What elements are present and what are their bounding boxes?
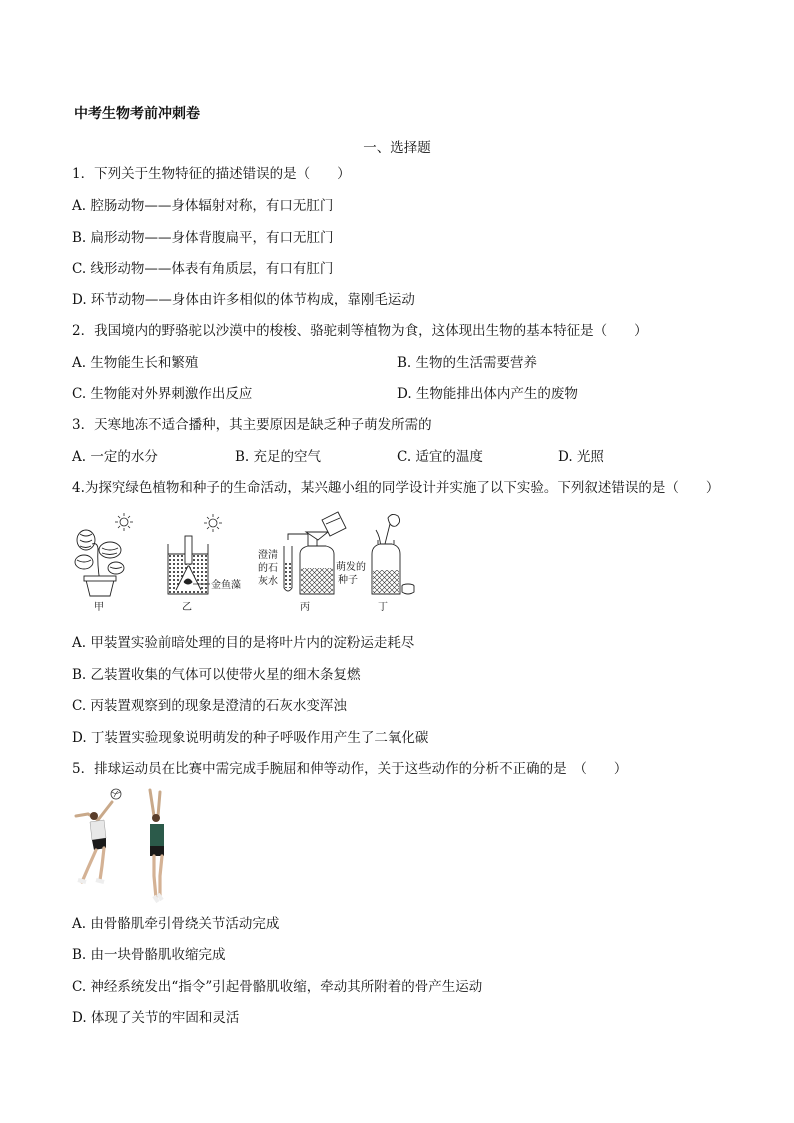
label-jia: 甲 [94,602,104,613]
label-yi: 乙 [182,602,192,613]
player-left-icon [76,802,112,882]
q3-stem: 3．天寒地冻不适合播种，其主要原因是缺乏种子萌发所需的 [72,417,432,433]
q1-option-b: B. 扁形动物——身体背腹扁平，有口无肛门 [72,230,334,246]
exam-title: 中考生物考前冲刺卷 [74,106,200,122]
q5-stem: 5．排球运动员在比赛中需完成手腕屈和伸等动作，关于这些动作的分析不正确的是 （ ） [72,761,628,777]
q3-option-b: B. 充足的空气 [235,449,322,465]
q5-option-d: D. 体现了关节的牢固和灵活 [72,1010,240,1026]
q2-option-a: A. 生物能生长和繁殖 [72,355,199,371]
label-ding: 丁 [378,602,388,613]
q5-volleyball-players-figure [72,786,182,906]
volleyball-icon [111,789,121,799]
label-shihui-1: 澄清 [258,550,278,561]
q4-option-d: D. 丁装置实验现象说明萌发的种子呼吸作用产生了二氧化碳 [72,730,429,746]
small-dish-icon [402,584,414,594]
jar-icon [372,540,400,594]
q4-stem: 4.为探究绿色植物和种子的生命活动，某兴趣小组的同学设计并实施了以下实验。下列叙述错误的是（ ） [72,480,720,496]
q1-option-a: A. 腔肠动物——身体辐射对称，有口无肛门 [72,198,334,214]
q4-experiment-figure [72,510,422,618]
sun-icon-2 [204,514,222,532]
label-bing: 丙 [300,602,310,613]
q5-option-c: C. 神经系统发出“指令”引起骨骼肌收缩，牵动其所附着的骨产生运动 [72,979,483,995]
q1-option-d: D. 环节动物——身体由许多相似的体节构成，靠刚毛运动 [72,292,415,308]
beaker-icon [168,536,208,594]
label-shihui-3: 灰水 [258,576,278,587]
label-zhongzi-2: 种子 [338,575,358,586]
q2-option-d: D. 生物能排出体内产生的废物 [397,386,578,402]
q4-option-a: A. 甲装置实验前暗处理的目的是将叶片内的淀粉运走耗尽 [72,635,415,651]
q2-option-b: B. 生物的生活需要营养 [397,355,538,371]
flower-pot-icon [84,576,116,596]
section-heading: 一、选择题 [363,140,431,156]
q3-option-c: C. 适宜的温度 [397,449,483,465]
q5-option-a: A. 由骨骼肌牵引骨绕关节活动完成 [72,916,280,932]
q2-option-c: C. 生物能对外界刺激作出反应 [72,386,253,402]
apparatus-ding [372,514,414,613]
apparatus-jia [75,513,133,613]
q2-stem: 2．我国境内的野骆驼以沙漠中的梭梭、骆驼刺等植物为食，这体现出生物的基本特征是（ ） [72,323,648,339]
label-jinyuzao: 金鱼藻 [211,580,241,591]
q3-option-a: A. 一定的水分 [72,449,158,465]
q1-option-c: C. 线形动物——体表有角质层，有口有肛门 [72,261,334,277]
label-zhongzi-1: 萌发的 [336,562,366,573]
q3-option-d: D. 光照 [558,449,604,465]
q4-option-b: B. 乙装置收集的气体可以使带火星的细木条复燃 [72,667,361,683]
apparatus-yi [168,514,241,613]
q5-option-b: B. 由一块骨骼肌收缩完成 [72,947,226,963]
sun-icon [115,513,133,531]
q4-option-c: C. 丙装置观察到的现象是澄清的石灰水变浑浊 [72,698,347,714]
label-shihui-2: 的石 [258,563,278,574]
apparatus-bing [258,512,366,613]
q1-stem: 1．下列关于生物特征的描述错误的是（ ） [72,166,351,182]
bottle-seeds-icon [300,532,334,594]
plant-leaves-icon [75,530,124,582]
player-right-icon [150,790,164,902]
